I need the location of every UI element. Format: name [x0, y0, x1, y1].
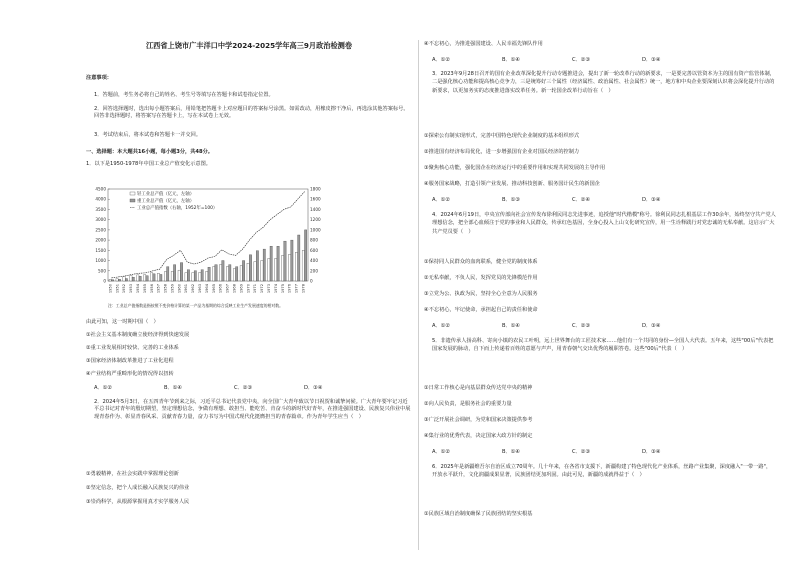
- option-c: C．②③: [572, 57, 591, 63]
- bar-light-industry: [226, 267, 228, 281]
- bar-light-industry: [268, 259, 270, 281]
- bar-heavy-industry: [256, 251, 258, 281]
- choice-item: ③国家经济体制改革推进了工业化进程: [86, 358, 174, 364]
- bar-light-industry: [247, 263, 249, 281]
- bar-heavy-industry: [222, 261, 224, 281]
- bar-heavy-industry: [201, 270, 203, 281]
- option-b: B．①④: [164, 385, 183, 391]
- option-c: C．②③: [572, 323, 591, 329]
- q3-options: [424, 197, 784, 204]
- q1-stem: 1．以下是1950-1978年中国工业总产值变化示意图。: [86, 161, 211, 167]
- legend-label-light: 轻工业总产值（亿元，左轴）: [137, 192, 195, 197]
- bar-light-industry: [295, 252, 297, 281]
- bar-light-industry: [206, 271, 208, 281]
- bar-light-industry: [144, 275, 146, 281]
- bar-light-industry: [240, 266, 242, 281]
- y-left-tick-label: 3000: [95, 217, 106, 223]
- bar-heavy-industry: [180, 263, 182, 281]
- x-tick-label: 1961: [184, 284, 189, 294]
- x-tick-label: 1957: [156, 284, 161, 294]
- bar-heavy-industry: [139, 276, 141, 281]
- section-heading: 一、选择题：本大题共16小题，每小题3分，共48分。: [86, 149, 213, 155]
- x-tick-label: 1971: [253, 284, 258, 294]
- bar-light-industry: [130, 275, 132, 281]
- option-a: A．①②: [432, 57, 451, 63]
- option-c: C．②③: [234, 385, 253, 391]
- bar-heavy-industry: [132, 277, 134, 281]
- notice-heading: 注意事项：: [86, 75, 112, 81]
- choice-item: ①民族区域自治制度确保了民族团结的坚实根基: [424, 511, 533, 517]
- x-tick-label: 1964: [204, 284, 209, 294]
- notice-item: 2．回答选择题时，选出每小题答案后，用铅笔把答题卡上对应题目的答案标号涂黑。如需改动，用橡皮擦干净后，再选涂其他答案标号。回答非选择题时，将答案写在答题卡上，写在本试卷上无效。: [94, 106, 409, 119]
- bar-heavy-industry: [118, 279, 120, 281]
- option-d: D．③④: [642, 57, 661, 63]
- x-tick-label: 1978: [301, 284, 306, 294]
- x-tick-label: 1967: [225, 284, 230, 294]
- column-divider: [418, 40, 419, 550]
- y-left-tick-label: 4500: [95, 186, 106, 192]
- x-tick-label: 1970: [246, 284, 251, 294]
- choice-item: ④服务国家战略，打造引领产业发展、推动科技创新、服务国计民生的新国企: [424, 181, 600, 187]
- q5-stem: 5．非遗传承人扬高科、寄向小镇的农民工叶明，远上世界舞台的工匠技术家……他们有一个共同的身份—全国人大代表。五年来，这些"00后"代表把国家发展的脉动，自下而上传递着百姓的意愿与声声，用青春朝气交出优秀的履职答卷。这些"00后"代表（ ）: [432, 338, 774, 353]
- legend-swatch-light: [130, 192, 135, 195]
- x-tick-label: 1963: [198, 284, 203, 294]
- option-a: A．①②: [94, 385, 113, 391]
- choice-item: ④集行业的优秀代表，决定国家大政方针的制定: [424, 433, 533, 439]
- bar-heavy-industry: [153, 274, 155, 281]
- bar-heavy-industry: [277, 246, 279, 281]
- bar-light-industry: [254, 262, 256, 281]
- x-tick-label: 1960: [177, 284, 182, 294]
- choice-item: ②坚定信念，把个人成长融入民族复兴的伟业: [86, 485, 190, 491]
- x-tick-label: 1954: [135, 284, 140, 294]
- bar-heavy-industry: [270, 246, 272, 281]
- choice-item: ③广泛开展社会调研，为党和国家决策提供参考: [424, 417, 533, 423]
- x-tick-label: 1962: [191, 284, 196, 294]
- legend-label-heavy: 重工业总产值（亿元，左轴）: [137, 199, 195, 204]
- y-right-tick-label: 200: [310, 268, 318, 274]
- y-left-tick-label: 1000: [95, 258, 106, 264]
- choice-item: ①勇毅精神，在社会实践中掌握理论创新: [86, 471, 179, 477]
- x-tick-label: 1968: [232, 284, 237, 294]
- q4-options: [424, 323, 784, 330]
- y-right-tick-label: 1000: [310, 227, 321, 233]
- bar-light-industry: [171, 271, 173, 281]
- x-tick-label: 1956: [149, 284, 154, 294]
- y-right-tick-label: 1200: [310, 217, 321, 223]
- y-right-tick-label: 0: [310, 278, 313, 284]
- option-b: B．①③: [502, 197, 521, 203]
- bar-heavy-industry: [304, 230, 306, 281]
- bar-heavy-industry: [249, 255, 251, 281]
- bar-heavy-industry: [284, 241, 286, 281]
- bar-heavy-industry: [263, 249, 265, 281]
- x-tick-label: 1952: [122, 284, 127, 294]
- x-tick-label: 1966: [218, 284, 223, 294]
- bar-heavy-industry: [291, 240, 293, 281]
- y-left-tick-label: 2500: [95, 227, 106, 233]
- x-tick-label: 1973: [267, 284, 271, 294]
- x-tick-label: 1977: [294, 284, 299, 294]
- industry-output-chart: [86, 183, 326, 318]
- bar-heavy-industry: [242, 261, 244, 281]
- q1-after: 由此可知，这一时期中国（ ）: [86, 319, 159, 325]
- page-title: 江西省上饶市广丰洋口中学2024-2025学年高三9月政治检测卷: [145, 41, 353, 50]
- y-left-tick-label: 500: [98, 268, 106, 274]
- option-a: A．①②: [432, 197, 451, 203]
- choice-item: ②推进国有经济布局优化，进一步增强国有企业对国民经济的控制力: [424, 149, 580, 155]
- bar-light-industry: [123, 277, 125, 281]
- bar-light-industry: [109, 279, 111, 281]
- y-right-tick-label: 1400: [310, 206, 321, 212]
- choice-item: ③立党为公、执政为民，坚持全心全意为人民服务: [424, 291, 538, 297]
- option-c: C．②④: [572, 197, 591, 203]
- option-d: D．③④: [642, 323, 661, 329]
- choice-item: ①社会主义基本制度确立使经济得到快速发展: [86, 332, 190, 338]
- right-column: [424, 0, 776, 562]
- bar-light-industry: [137, 275, 139, 281]
- x-tick-label: 1972: [260, 284, 265, 294]
- bar-light-industry: [281, 255, 283, 281]
- bar-heavy-industry: [167, 267, 169, 281]
- y-left-tick-label: 1500: [95, 247, 106, 253]
- legend-swatch-heavy: [130, 199, 135, 202]
- bar-light-industry: [116, 279, 118, 281]
- y-left-tick-label: 0: [103, 278, 106, 284]
- bar-heavy-industry: [298, 235, 300, 281]
- y-right-tick-label: 1600: [310, 196, 321, 202]
- choice-item: ②无私奉献，不负人民，发挥党员的先锋模范作用: [424, 275, 538, 281]
- option-d: D．③④: [304, 385, 323, 391]
- bar-heavy-industry: [187, 270, 189, 281]
- bar-light-industry: [288, 254, 290, 281]
- bar-light-industry: [261, 261, 263, 281]
- bar-heavy-industry: [160, 274, 162, 281]
- choice-item: ③聚焦核心功能，强化国企在经济运行中的重要作用和实现共同发展的主导作用: [424, 165, 606, 171]
- x-tick-label: 1951: [115, 284, 120, 294]
- bar-light-industry: [212, 267, 214, 281]
- q2-options: [424, 57, 784, 64]
- choice-item: ④产业结构严重畸形化的情况得以扭转: [86, 371, 174, 377]
- bar-light-industry: [192, 273, 194, 281]
- bar-heavy-industry: [194, 271, 196, 281]
- choice-item: ②向人民负责，是服务社会的重要力量: [424, 401, 512, 407]
- option-c: C．②③: [572, 449, 591, 455]
- bar-light-industry: [275, 259, 277, 281]
- x-tick-label: 1955: [142, 284, 147, 294]
- notice-section: [86, 75, 412, 82]
- bar-heavy-industry: [215, 265, 217, 281]
- q2-stem: 2．2024年5月3日，在五四青年节到来之际，习近平总书记代表党中央，向全国广大青年致以节日祝贺和诚挚问候。广大青年要牢记习近平总书记对青年的殷切期望，坚定理想信念，争做有理想、敢担当、能吃苦、肯奋斗的新时代好青年，在推进强国建设、民族复兴伟业中展现青春作为、彰显青春风采、贡献青春力量，奋力书写为中国式现代化挺膺担当的青春篇章。作为青年学生应当（ ）: [94, 399, 411, 420]
- bar-heavy-industry: [229, 265, 231, 281]
- y-left-tick-label: 3500: [95, 206, 106, 212]
- option-b: B．①④: [502, 323, 521, 329]
- bar-light-industry: [199, 272, 201, 281]
- chart-note-line1: 注：工业总产值指数是指按照不变价格计算的某一产品为基期的综合反映工业生产发展速度的相对数。: [108, 303, 284, 308]
- bar-light-industry: [219, 265, 221, 281]
- bar-heavy-industry: [236, 267, 238, 281]
- choice-item: ①探索公有制实现形式，完善中国特色现代企业制度的基本组织形式: [424, 133, 580, 139]
- notice-item: 3．考试结束后，将本试卷和答题卡一并交回。: [94, 132, 202, 138]
- x-tick-label: 1975: [280, 284, 285, 294]
- bar-heavy-industry: [146, 276, 148, 281]
- y-right-tick-label: 400: [310, 258, 318, 264]
- y-right-tick-label: 800: [310, 237, 318, 243]
- choice-item: ①日常工作核心是向基层群众传达党中央的精神: [424, 385, 533, 391]
- y-right-tick-label: 600: [310, 247, 318, 253]
- bar-light-industry: [233, 269, 235, 281]
- legend-label-index: 工业总产值指数（右轴，1952年=100）: [137, 206, 218, 211]
- option-a: A．①②: [432, 449, 451, 455]
- option-b: B．①④: [502, 449, 521, 455]
- bar-heavy-industry: [208, 267, 210, 281]
- x-tick-label: 1953: [129, 284, 134, 294]
- q5-options: [424, 449, 784, 456]
- x-tick-label: 1976: [287, 284, 292, 294]
- x-tick-label: 1958: [163, 284, 168, 294]
- x-tick-label: 1959: [170, 284, 175, 294]
- option-d: D．③④: [642, 197, 661, 203]
- y-right-tick-label: 1800: [310, 186, 321, 192]
- bar-light-industry: [302, 250, 304, 281]
- bar-heavy-industry: [173, 265, 175, 281]
- x-tick-label: 1974: [273, 284, 278, 294]
- bar-light-industry: [164, 272, 166, 281]
- x-tick-label: 1965: [211, 284, 216, 294]
- x-tick-label: 1950: [108, 284, 113, 294]
- q3-stem: 3．2023年9月28日召开的国有企业改革深化提升行动专题推进会，提出了新一轮改革行动的新要求，一是要完善以管资本为主的国有资产监管体制，二是强化核心功能和提高核心竞争力，三是统筹好三个属性（经济属性、政治属性、社会属性）统一，地方和中央企业要深刻认识将会深化提升行动的新要求，以更加务实的态度推进落实改革任务。新一轮国企改革行动旨在（ ）: [432, 71, 775, 94]
- choice-item: ①保持同人民群众的血肉联系，健全党的制度体系: [424, 259, 538, 265]
- bar-light-industry: [157, 273, 159, 281]
- bar-light-industry: [185, 273, 187, 281]
- q1-options: [86, 385, 420, 392]
- bar-heavy-industry: [111, 280, 113, 281]
- option-a: A．①②: [432, 323, 451, 329]
- y-left-tick-label: 2000: [95, 237, 106, 243]
- bar-light-industry: [150, 273, 152, 281]
- option-b: B．①④: [502, 57, 521, 63]
- choice-item: ③崇尚科学，从根源掌握用真才实学服务人民: [86, 499, 190, 505]
- y-left-tick-label: 4000: [95, 196, 106, 202]
- choice-item: ④不忘初心，牢记使命，承担起自己的责任和使命: [424, 307, 538, 313]
- q6-stem: 6．2025年是新疆维吾尔自治区成立70周年。几十年来，在各省市支援下，新疆构建了特色现代化产业体系，丝路产业集聚，深度融入"一带一路"，开放水平跃升，文化润疆成果显著，民族团结更加巩固。由此可见，新疆的成就得益于（ ）: [432, 464, 772, 479]
- option-d: D．③④: [642, 449, 661, 455]
- choice-item: ②重工业发展相对较快、完善的工业体系: [86, 345, 179, 351]
- bar-heavy-industry: [125, 279, 127, 281]
- choice-item: ④不忘初心，为推进强国建设、人民幸福先锋队作用: [424, 41, 543, 47]
- q4-stem: 4．2024年6月19日，中央宣传部向社会宣传发布徐利民同志先进事迹，追授他"时代楷模"称号。徐利民同志扎根基层工作30余年，始终坚守共产党人理想信念，把全部心血倾注于党的事业和人民群众，传承红色基因，全身心投入上山文化研究宣传，用一生诠释践行对党忠诚的无私奉献。这启示广大共产党员要（ ）: [432, 212, 776, 235]
- bar-light-industry: [178, 270, 180, 281]
- x-tick-label: 1969: [239, 284, 244, 294]
- notice-item: 1．答题前，考生务必将自己的姓名、考生号等填写在答题卡和试卷指定位置。: [94, 92, 274, 98]
